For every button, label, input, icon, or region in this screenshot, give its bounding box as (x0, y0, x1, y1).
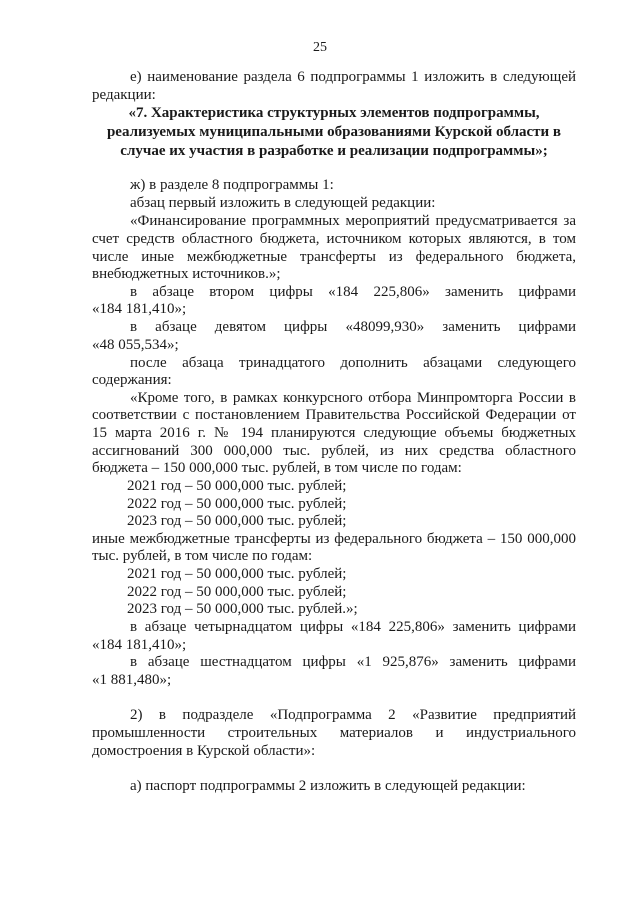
section-heading-line: «7. Характеристика структурных элементов подпрограммы, (128, 105, 540, 121)
year-amount-line: 2022 год – 50 000,000 тыс. рублей; (127, 584, 347, 600)
text-line: «48 055,534»; (92, 337, 179, 353)
text-line: «Финансирование программных мероприятий предусматривается за (130, 213, 576, 229)
text-line: соответствии с постановлением Правительства Российской Федерации от (92, 407, 576, 423)
year-amount-line: 2023 год – 50 000,000 тыс. рублей.»; (127, 601, 358, 617)
year-amount-line: 2022 год – 50 000,000 тыс. рублей; (127, 496, 347, 512)
text-line: после абзаца тринадцатого дополнить абзацами следующего (130, 355, 576, 371)
text-line: «1 881,480»; (92, 672, 172, 688)
text-line: иные межбюджетные трансферты из федерального бюджета – 150 000,000 (92, 531, 576, 547)
text-line: «184 181,410»; (92, 301, 187, 317)
page-number: 25 (313, 40, 327, 55)
text-line: счет средств областного бюджета, источником которых являются, в том (92, 231, 576, 247)
year-amount-line: 2021 год – 50 000,000 тыс. рублей; (127, 478, 347, 494)
text-line: ж) в разделе 8 подпрограммы 1: (130, 177, 334, 193)
text-line: 2) в подразделе «Подпрограмма 2 «Развитие предприятий (130, 707, 576, 723)
text-line: абзац первый изложить в следующей редакции: (130, 195, 436, 211)
text-line: ассигнований 300 000,000 тыс. рублей, из них средства областного (92, 443, 576, 459)
text-line: внебюджетных источников.»; (92, 266, 281, 282)
text-line: содержания: (92, 372, 172, 388)
section-heading-line: реализуемых муниципальными образованиями Курской области в (106, 124, 562, 140)
section-heading-line: случае их участия в разработке и реализации подпрограммы»; (120, 143, 548, 159)
text-line: е) наименование раздела 6 подпрограммы 1 изложить в следующей (130, 69, 576, 85)
text-line: промышленности строительных материалов и индустриального (92, 725, 576, 741)
text-line: в абзаце четырнадцатом цифры «184 225,806» заменить цифрами (130, 619, 576, 635)
text-line: редакции: (92, 87, 156, 103)
text-line: тыс. рублей, в том числе по годам: (92, 548, 313, 564)
text-line: «184 181,410»; (92, 637, 187, 653)
text-line: бюджета – 150 000,000 тыс. рублей, в том числе по годам: (92, 460, 462, 476)
text-line: «Кроме того, в рамках конкурсного отбора Минпромторга России в (130, 390, 576, 406)
text-line: числе иные межбюджетные трансферты из федерального бюджета, (92, 249, 576, 265)
text-line: а) паспорт подпрограммы 2 изложить в следующей редакции: (130, 778, 526, 794)
year-amount-line: 2021 год – 50 000,000 тыс. рублей; (127, 566, 347, 582)
text-line: домостроения в Курской области»: (92, 743, 316, 759)
text-line: 15 марта 2016 г. № 194 планируются следующие объемы бюджетных (92, 425, 576, 441)
text-line: в абзаце втором цифры «184 225,806» заменить цифрами (130, 284, 576, 300)
year-amount-line: 2023 год – 50 000,000 тыс. рублей; (127, 513, 347, 529)
text-line: в абзаце шестнадцатом цифры «1 925,876» заменить цифрами (130, 654, 576, 670)
text-line: в абзаце девятом цифры «48099,930» заменить цифрами (130, 319, 576, 335)
